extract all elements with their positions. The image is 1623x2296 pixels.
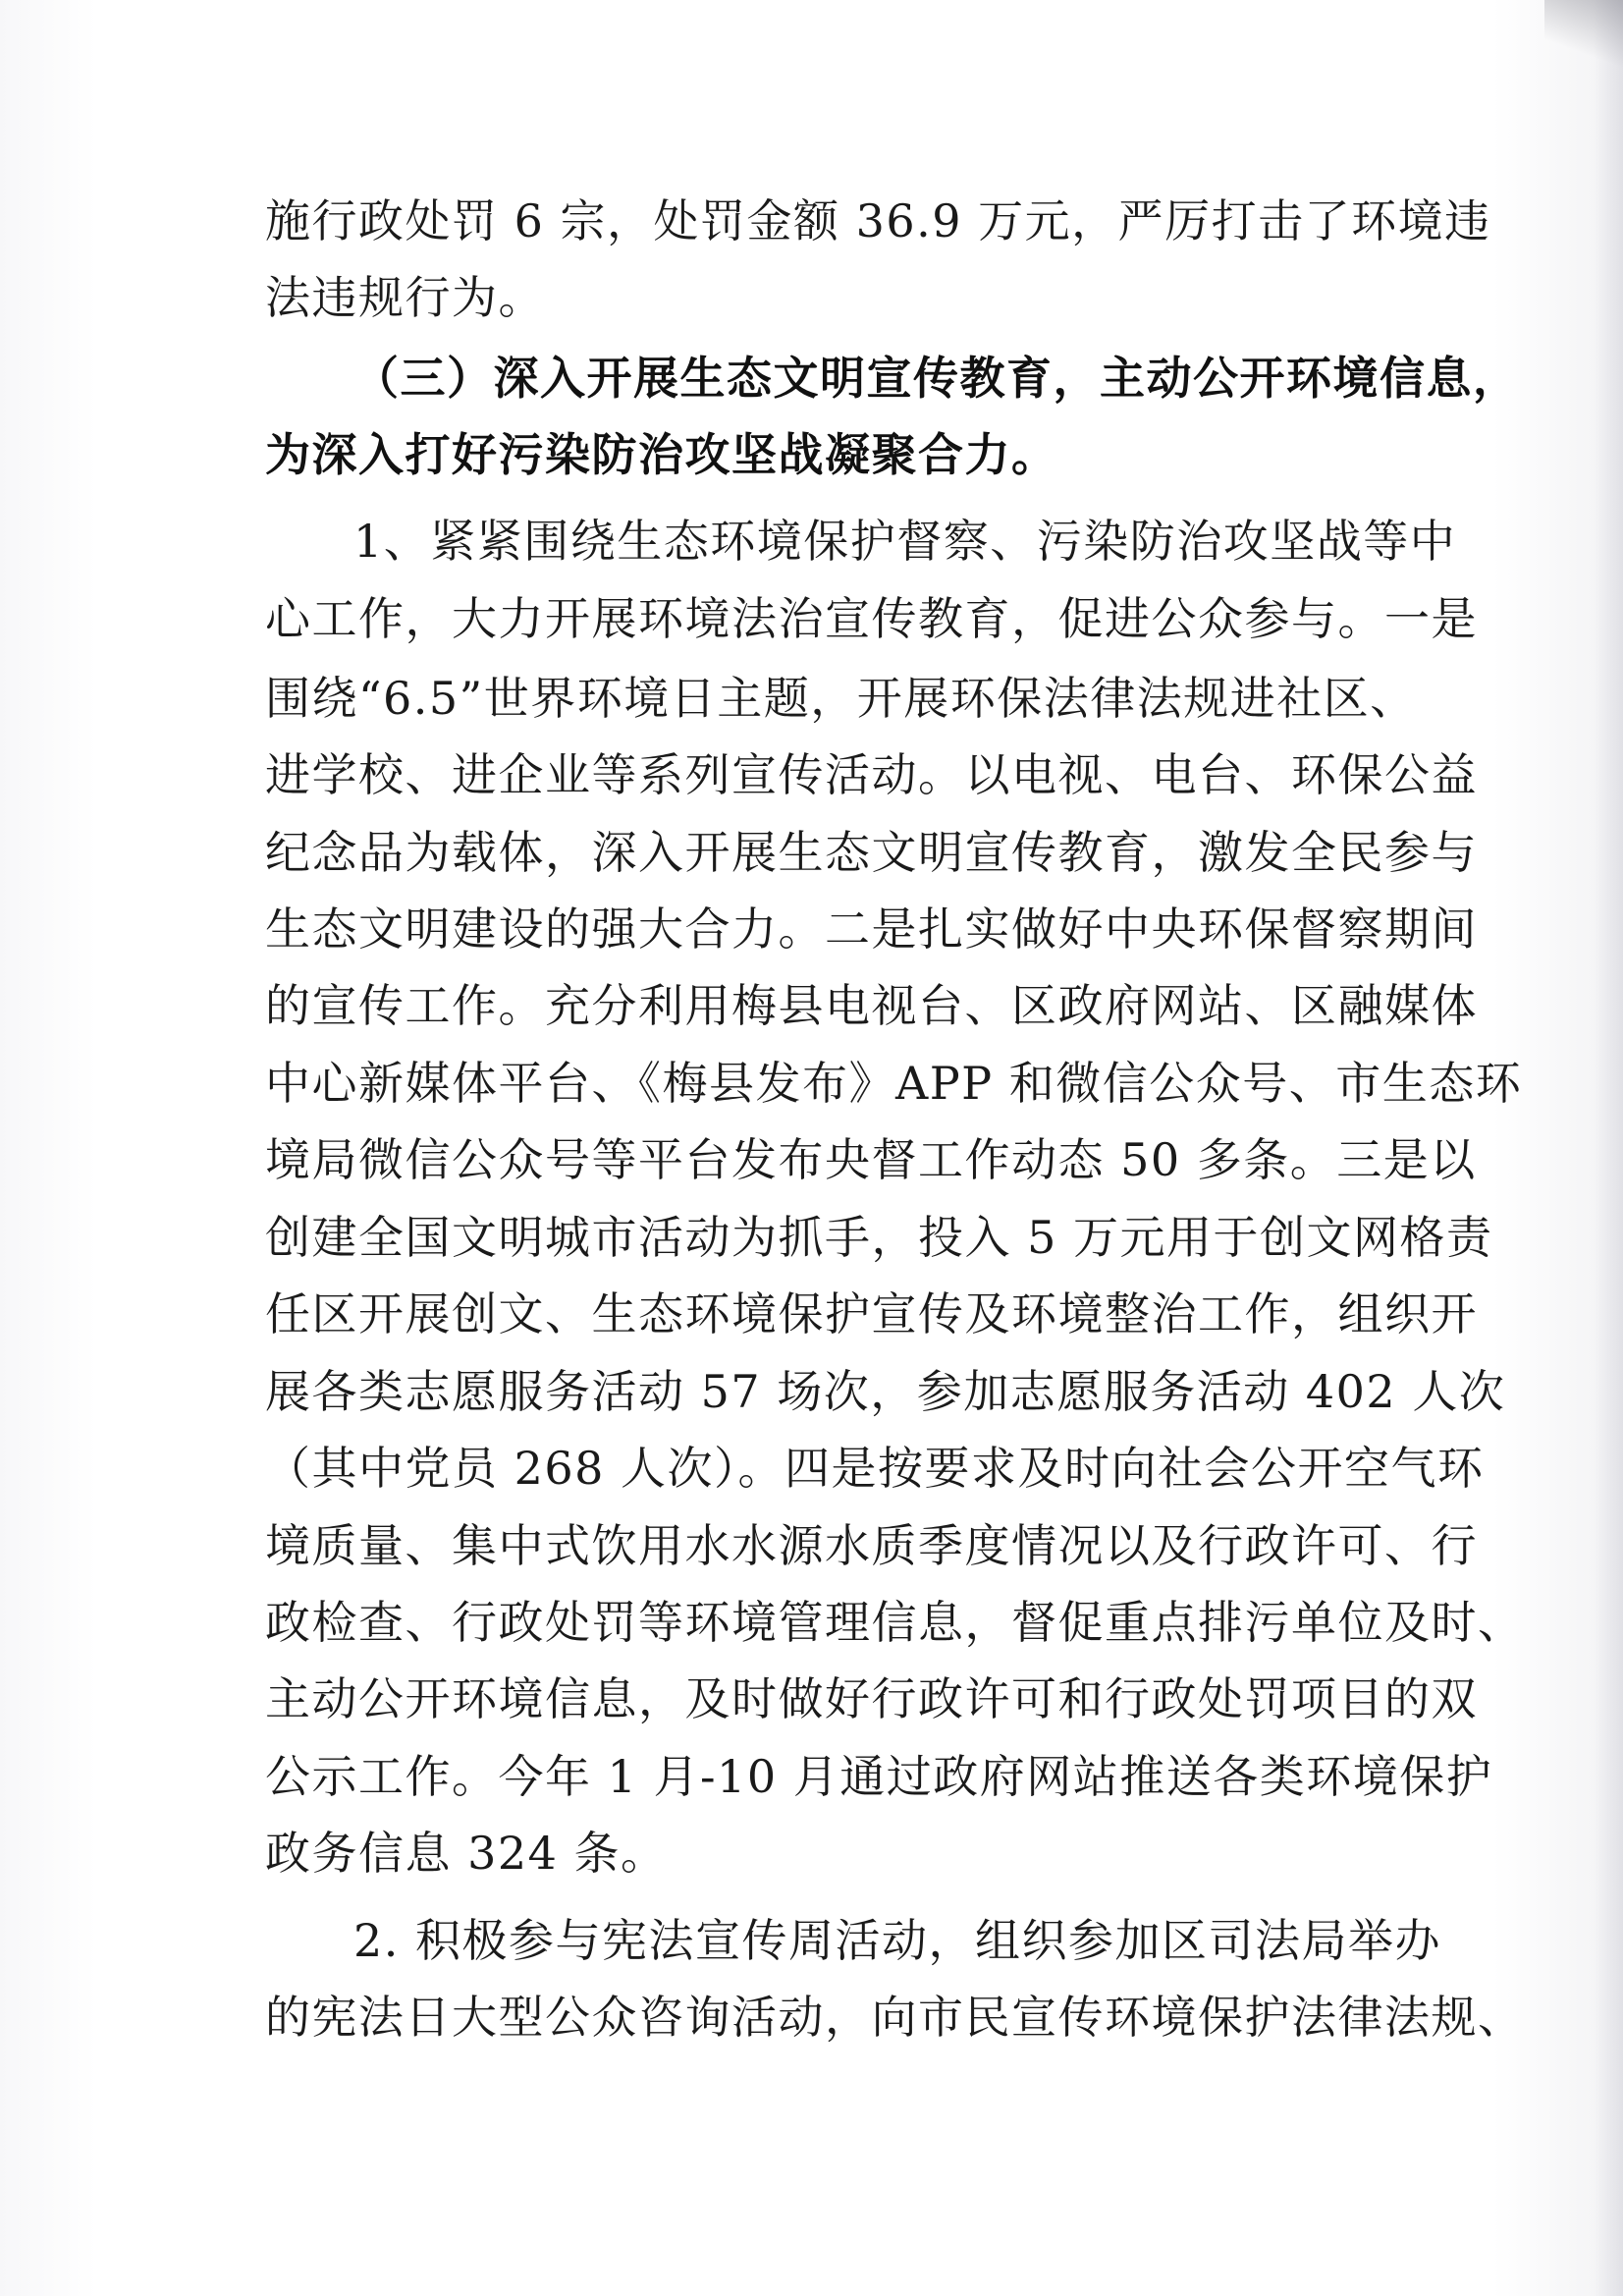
paragraph-line: 纪念品为载体，深入开展生态文明宣传教育，激发全民参与: [265, 826, 1478, 879]
paragraph-line: 境局微信公众号等平台发布央督工作动态 50 多条。三是以: [265, 1133, 1477, 1186]
paragraph-line: 2. 积极参与宪法宣传周活动，组织参加区司法局举办: [353, 1914, 1442, 1967]
paragraph-line: （其中党员 268 人次）。四是按要求及时向社会公开空气环: [265, 1442, 1485, 1495]
paragraph-line: 公示工作。今年 1 月-10 月通过政府网站推送各类环境保护: [265, 1750, 1493, 1803]
paragraph-line: 主动公开环境信息，及时做好行政许可和行政处罚项目的双: [265, 1672, 1478, 1725]
paragraph-line: 进学校、进企业等系列宣传活动。以电视、电台、环保公益: [265, 748, 1478, 801]
text-line: 法违规行为。: [265, 271, 545, 324]
paragraph-line: 围绕“6.5”世界环境日主题，开展环保法律法规进社区、: [265, 672, 1417, 725]
section-heading: 为深入打好污染防治攻坚战凝聚合力。: [265, 428, 1058, 481]
paragraph-line: 1、紧紧围绕生态环境保护督察、污染防治攻坚战等中: [353, 515, 1457, 568]
section-heading: （三）深入开展生态文明宣传教育，主动公开环境信息，: [353, 352, 1520, 405]
paragraph-line: 政检查、行政处罚等环境管理信息，督促重点排污单位及时、: [265, 1596, 1525, 1649]
paragraph-line: 展各类志愿服务活动 57 场次，参加志愿服务活动 402 人次: [265, 1365, 1506, 1418]
paragraph-line: 心工作，大力开展环境法治宣传教育，促进公众参与。一是: [265, 592, 1478, 645]
paragraph-line: 的宣传工作。充分利用梅县电视台、区政府网站、区融媒体: [265, 979, 1478, 1032]
paragraph-line: 境质量、集中式饮用水水源水质季度情况以及行政许可、行: [265, 1519, 1478, 1572]
text-line: 施行政处罚 6 宗，处罚金额 36.9 万元，严厉打击了环境违: [265, 194, 1491, 247]
paragraph-line: 任区开展创文、生态环境保护宣传及环境整治工作，组织开: [265, 1287, 1478, 1340]
paragraph-line: 中心新媒体平台、《梅县发布》APP 和微信公众号、市生态环: [265, 1057, 1523, 1110]
paragraph-line: 生态文明建设的强大合力。二是扎实做好中央环保督察期间: [265, 902, 1478, 956]
paragraph-line: 的宪法日大型公众咨询活动，向市民宣传环境保护法律法规、: [265, 1991, 1525, 2044]
paragraph-line: 政务信息 324 条。: [265, 1827, 668, 1880]
paragraph-line: 创建全国文明城市活动为抓手，投入 5 万元用于创文网格责: [265, 1211, 1493, 1264]
